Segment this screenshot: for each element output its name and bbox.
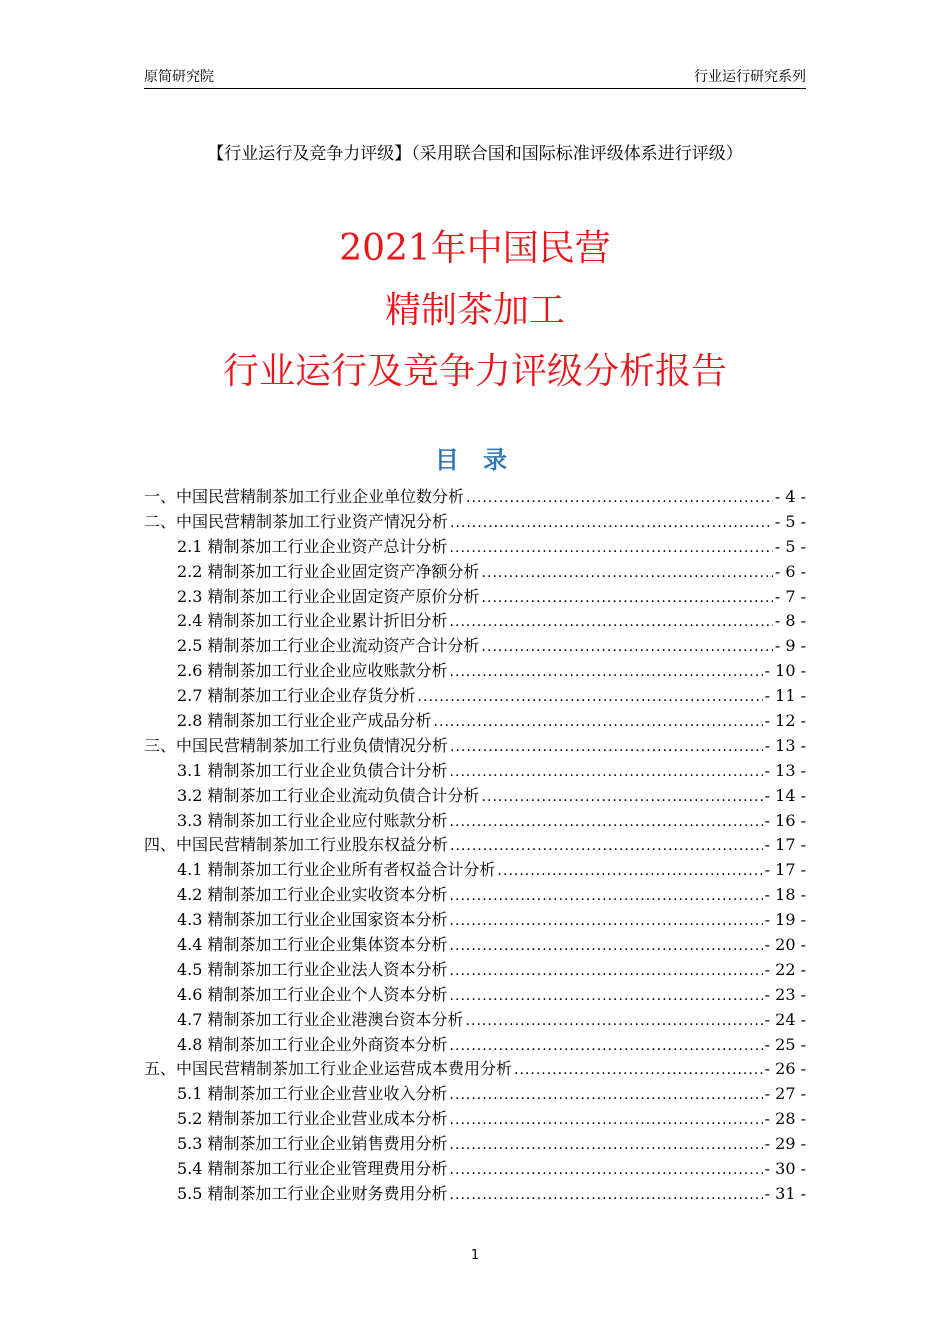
toc-entry[interactable]: [144, 658, 806, 683]
toc-leader-dots: [450, 1162, 763, 1178]
toc-entry-page: - 30 -: [764, 1159, 806, 1179]
toc-entry[interactable]: [144, 932, 806, 957]
toc-entry-page: - 6 -: [774, 561, 806, 581]
toc-entry[interactable]: [144, 1131, 806, 1156]
toc-entry-label: 四、中国民营精制茶加工行业股东权益分析: [144, 835, 449, 855]
toc-entry-label: 三、中国民营精制茶加工行业负债情况分析: [144, 735, 449, 755]
toc-leader-dots: [514, 1062, 763, 1078]
toc-entry[interactable]: [144, 1156, 806, 1181]
toc-entry-label: 2.2 精制茶加工行业企业固定资产净额分析: [177, 561, 480, 581]
toc-entry-label: 4.4 精制茶加工行业企业集体资本分析: [177, 935, 448, 955]
toc-entry[interactable]: [144, 559, 806, 584]
toc-entry-page: - 4 -: [774, 487, 806, 506]
toc-entry[interactable]: [144, 1106, 806, 1131]
toc-entry-label: 5.3 精制茶加工行业企业销售费用分析: [177, 1134, 448, 1154]
toc-entry-label: 5.4 精制茶加工行业企业管理费用分析: [177, 1159, 448, 1179]
toc-leader-dots: [482, 565, 773, 581]
toc-entry[interactable]: [144, 957, 806, 982]
toc-entry[interactable]: [144, 733, 806, 758]
toc-entry-page: - 23 -: [764, 984, 806, 1004]
toc-entry-page: - 26 -: [764, 1059, 806, 1079]
table-of-contents: [144, 484, 806, 1206]
toc-leader-dots: [450, 963, 763, 979]
toc-leader-dots: [450, 614, 773, 630]
toc-entry[interactable]: [144, 484, 806, 509]
header-series: 行业运行研究系列: [694, 69, 806, 85]
toc-entry-label: 5.1 精制茶加工行业企业营业收入分析: [177, 1084, 448, 1104]
toc-leader-dots: [450, 814, 763, 830]
toc-entry[interactable]: [144, 982, 806, 1007]
toc-leader-dots: [450, 540, 773, 556]
toc-entry-label: 2.3 精制茶加工行业企业固定资产原价分析: [177, 586, 480, 606]
toc-entry-label: 4.7 精制茶加工行业企业港澳台资本分析: [177, 1009, 464, 1029]
report-title-line-2: 精制茶加工: [384, 290, 565, 331]
toc-leader-dots: [482, 639, 773, 655]
toc-leader-dots: [450, 1137, 763, 1153]
toc-entry-page: - 14 -: [764, 785, 806, 805]
toc-entry[interactable]: [144, 1007, 806, 1032]
toc-entry-label: 4.6 精制茶加工行业企业个人资本分析: [177, 984, 448, 1004]
toc-leader-dots: [466, 1013, 763, 1029]
toc-entry[interactable]: [144, 832, 806, 857]
toc-entry-page: - 18 -: [764, 885, 806, 905]
toc-entry[interactable]: [144, 882, 806, 907]
toc-entry-label: 4.8 精制茶加工行业企业外商资本分析: [177, 1034, 448, 1054]
toc-leader-dots: [450, 739, 763, 755]
toc-entry-label: 3.2 精制茶加工行业企业流动负债合计分析: [177, 785, 480, 805]
toc-entry-page: - 16 -: [764, 810, 806, 830]
toc-entry-label: 3.3 精制茶加工行业企业应付账款分析: [177, 810, 448, 830]
report-subtitle: 【行业运行及竞争力评级】（采用联合国和国际标准评级体系进行评级）: [207, 144, 743, 164]
toc-heading: 目 录: [434, 446, 516, 474]
toc-entry-page: - 22 -: [764, 959, 806, 979]
toc-entry[interactable]: [144, 683, 806, 708]
toc-entry[interactable]: [144, 633, 806, 658]
toc-entry[interactable]: [144, 1181, 806, 1206]
toc-entry-label: 3.1 精制茶加工行业企业负债合计分析: [177, 760, 448, 780]
toc-entry-page: - 20 -: [764, 935, 806, 955]
report-title-line-1: 2021年中国民营: [339, 228, 611, 269]
toc-entry-page: - 13 -: [764, 735, 806, 755]
toc-entry-label: 4.1 精制茶加工行业企业所有者权益合计分析: [177, 860, 496, 880]
toc-entry-label: 2.4 精制茶加工行业企业累计折旧分析: [177, 611, 448, 631]
header-org: 原简研究院: [144, 69, 214, 85]
toc-leader-dots: [450, 515, 773, 531]
toc-entry-page: - 12 -: [764, 711, 806, 731]
toc-entry-page: - 5 -: [774, 536, 806, 556]
toc-entry-page: - 19 -: [764, 910, 806, 930]
toc-entry-page: - 10 -: [764, 661, 806, 681]
toc-entry-label: 2.6 精制茶加工行业企业应收账款分析: [177, 661, 448, 681]
page-number: 1: [470, 1248, 480, 1263]
toc-leader-dots: [466, 490, 773, 506]
toc-entry[interactable]: [144, 907, 806, 932]
toc-entry-page: - 28 -: [764, 1109, 806, 1129]
toc-entry[interactable]: [144, 1032, 806, 1057]
toc-leader-dots: [434, 714, 763, 730]
toc-entry[interactable]: [144, 584, 806, 609]
toc-entry[interactable]: [144, 708, 806, 733]
toc-leader-dots: [450, 1112, 763, 1128]
toc-entry-page: - 7 -: [774, 586, 806, 606]
toc-leader-dots: [482, 590, 773, 606]
toc-entry-label: 五、中国民营精制茶加工行业企业运营成本费用分析: [144, 1059, 513, 1079]
toc-entry[interactable]: [144, 1081, 806, 1106]
toc-entry-label: 4.2 精制茶加工行业企业实收资本分析: [177, 885, 448, 905]
toc-entry[interactable]: [144, 808, 806, 833]
page-header: [144, 66, 806, 89]
toc-leader-dots: [450, 888, 763, 904]
toc-entry-page: - 17 -: [764, 860, 806, 880]
toc-entry-label: 2.1 精制茶加工行业企业资产总计分析: [177, 536, 448, 556]
toc-leader-dots: [450, 764, 763, 780]
toc-entry-label: 2.7 精制茶加工行业企业存货分析: [177, 686, 416, 706]
toc-leader-dots: [418, 689, 763, 705]
toc-entry[interactable]: [144, 1056, 806, 1081]
toc-entry[interactable]: [144, 509, 806, 534]
toc-leader-dots: [450, 664, 763, 680]
toc-entry-label: 5.2 精制茶加工行业企业营业成本分析: [177, 1109, 448, 1129]
toc-leader-dots: [450, 938, 763, 954]
toc-entry-page: - 17 -: [764, 835, 806, 855]
toc-leader-dots: [498, 863, 763, 879]
toc-leader-dots: [450, 1038, 763, 1054]
report-title-line-3: 行业运行及竞争力评级分析报告: [222, 351, 727, 392]
toc-entry-page: - 9 -: [774, 636, 806, 656]
toc-leader-dots: [450, 1087, 763, 1103]
toc-entry-page: - 24 -: [764, 1009, 806, 1029]
toc-entry-label: 一、中国民营精制茶加工行业企业单位数分析: [144, 487, 465, 506]
toc-entry-label: 4.5 精制茶加工行业企业法人资本分析: [177, 959, 448, 979]
toc-entry[interactable]: [144, 857, 806, 882]
toc-entry-page: - 5 -: [774, 511, 806, 531]
toc-entry-label: 二、中国民营精制茶加工行业资产情况分析: [144, 511, 449, 531]
toc-entry-label: 2.5 精制茶加工行业企业流动资产合计分析: [177, 636, 480, 656]
toc-entry[interactable]: [144, 758, 806, 783]
toc-entry[interactable]: [144, 783, 806, 808]
toc-entry-page: - 13 -: [764, 760, 806, 780]
toc-leader-dots: [450, 988, 763, 1004]
toc-leader-dots: [482, 789, 763, 805]
toc-entry-page: - 27 -: [764, 1084, 806, 1104]
toc-entry-page: - 8 -: [774, 611, 806, 631]
toc-entry-label: 4.3 精制茶加工行业企业国家资本分析: [177, 910, 448, 930]
toc-entry[interactable]: [144, 608, 806, 633]
toc-leader-dots: [450, 913, 763, 929]
toc-leader-dots: [450, 838, 763, 854]
toc-leader-dots: [450, 1187, 763, 1203]
toc-entry[interactable]: [144, 534, 806, 559]
toc-entry-page: - 11 -: [764, 686, 806, 706]
toc-entry-page: - 31 -: [764, 1183, 806, 1203]
toc-entry-label: 2.8 精制茶加工行业企业产成品分析: [177, 711, 432, 731]
toc-entry-page: - 25 -: [764, 1034, 806, 1054]
toc-entry-page: - 29 -: [764, 1134, 806, 1154]
toc-entry-label: 5.5 精制茶加工行业企业财务费用分析: [177, 1183, 448, 1203]
